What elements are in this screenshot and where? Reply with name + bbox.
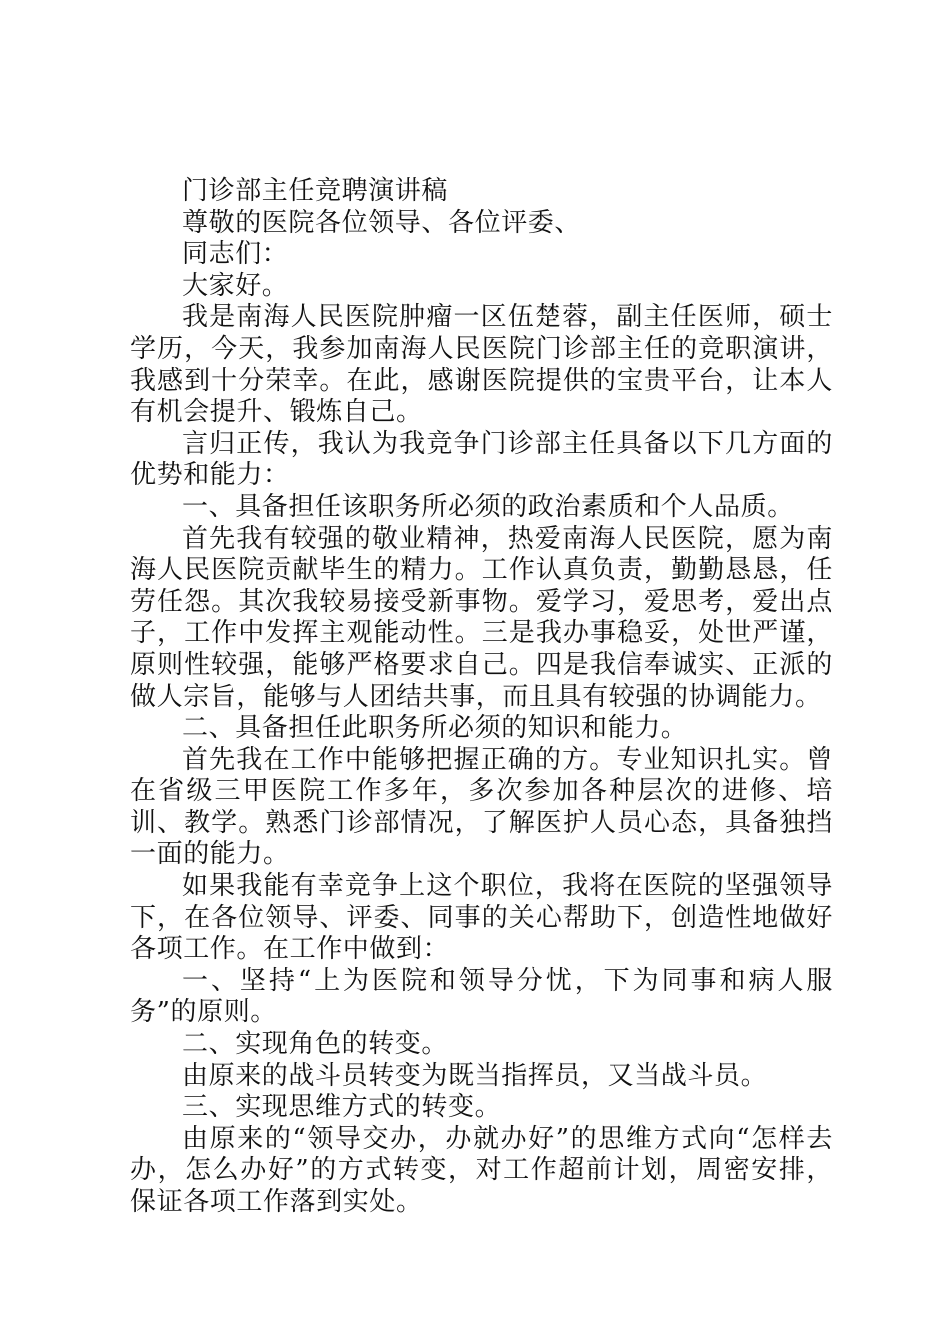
greeting: 大家好。	[182, 270, 289, 301]
salutation-line-2: 同志们：	[182, 239, 289, 270]
plan-item-3-detail: 由原来的“领导交办，办就办好”的思维方式向“怎样去办，怎么办好”的方式转变，对工作超前计划，周密安排，保证各项工作落到实处。	[130, 1123, 833, 1217]
paragraph-commitment: 如果我能有幸竞争上这个职位，我将在医院的坚强领导下，在各位领导、评委、同事的关心帮助下，创造性地做好各项工作。在工作中做到：	[130, 871, 833, 965]
salutation-line-1: 尊敬的医院各位领导、各位评委、	[182, 207, 582, 238]
document-body	[130, 176, 833, 1219]
plan-item-1: 一、坚持“上为医院和领导分忧，下为同事和病人服务”的原则。	[130, 965, 833, 1028]
heading-point-2: 二、具备担任此职务所必须的知识和能力。	[182, 713, 688, 744]
plan-item-2: 二、实现角色的转变。	[182, 1029, 449, 1060]
paragraph-transition: 言归正传，我认为我竞争门诊部主任具备以下几方面的优势和能力：	[130, 428, 833, 491]
document-title: 门诊部主任竞聘演讲稿	[182, 176, 449, 206]
paragraph-point-2: 首先我在工作中能够把握正确的方。专业知识扎实。曾在省级三甲医院工作多年，多次参加各种层次的进修、培训、教学。熟悉门诊部情况，了解医护人员心态，具备独挡一面的能力。	[130, 744, 833, 870]
paragraph-point-1: 首先我有较强的敬业精神，热爱南海人民医院，愿为南海人民医院贡献毕生的精力。工作认真负责，勤勤恳恳，任劳任怨。其次我较易接受新事物。爱学习，爱思考，爱出点子，工作中发挥主观能动性。三是我办事稳妥，处世严谨，原则性较强，能够严格要求自己。四是我信奉诚实、正派的做人宗旨，能够与人团结共事，而且具有较强的协调能力。	[130, 523, 833, 712]
paragraph-introduction: 我是南海人民医院肿瘤一区伍楚蓉，副主任医师，硕士学历，今天，我参加南海人民医院门诊部主任的竞职演讲，我感到十分荣幸。在此，感谢医院提供的宝贵平台，让本人有机会提升、锻炼自己。	[130, 302, 833, 428]
heading-point-1: 一、具备担任该职务所必须的政治素质和个人品质。	[182, 491, 794, 522]
plan-item-3: 三、实现思维方式的转变。	[182, 1092, 502, 1123]
plan-item-2-detail: 由原来的战斗员转变为既当指挥员，又当战斗员。	[182, 1060, 768, 1091]
